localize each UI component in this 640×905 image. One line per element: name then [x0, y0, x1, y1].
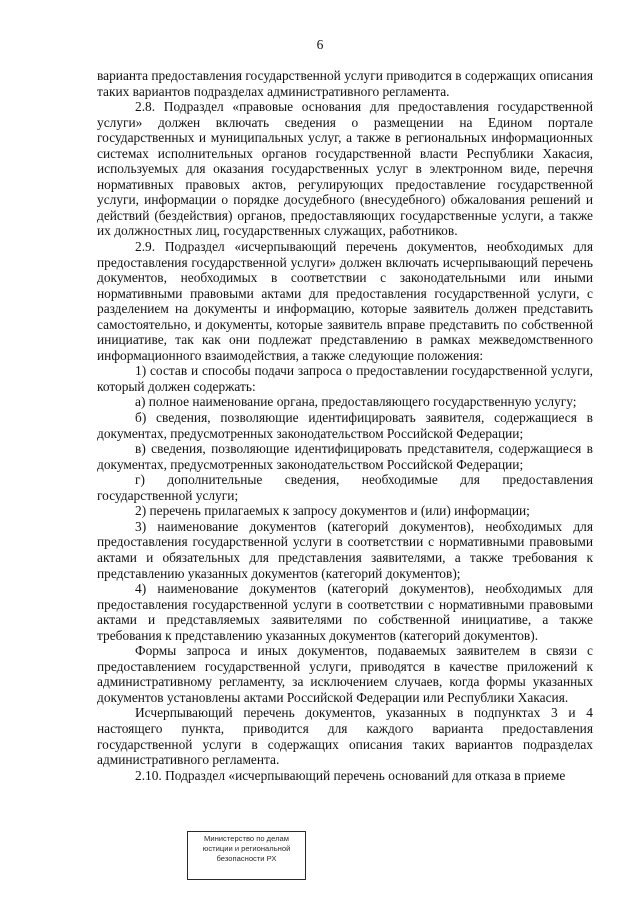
paragraph: Исчерпывающий перечень документов, указанных в подпунктах 3 и 4 настоящего пункта, приводится для каждого варианта предоставления государственной услуги в содержащих описания таких вариантов подразделах административного регламента. [97, 705, 593, 768]
paragraph: 2.8. Подраздел «правовые основания для предоставления государственной услуги» должен включать сведения о размещении на Едином портале государственных и муниципальных услуг, а также в региональных информационных системах исполнительных органов государственной власти Республики Хакасия, используемых для оказания государственных услуг в электронном виде, перечня нормативных правовых актов, регулирующих предоставление государственной услуги, информации о порядке досудебного (внесудебного) обжалования решений и действий (бездействия) органов, предоставляющих государственные услуги, а также их должностных лиц, государственных служащих, работников. [97, 99, 593, 239]
paragraph: б) сведения, позволяющие идентифицировать заявителя, содержащиеся в документах, предусмотренных законодательством Российской Федерации; [97, 410, 593, 441]
page-number: 6 [316, 37, 324, 52]
paragraph: варианта предоставления государственной услуги приводится в содержащих описания таких вариантов подразделах административного регламента. [97, 68, 593, 99]
paragraph: 3) наименование документов (категорий документов), необходимых для предоставления государственной услуги в соответствии с нормативными правовыми актами и обязательных для представления заявителями, а также требования к представлению указанных документов (категорий документов); [97, 518, 593, 581]
stamp-line: безопасности РХ [216, 854, 277, 863]
paragraph: а) полное наименование органа, предоставляющего государственную услугу; [135, 394, 577, 410]
stamp-line: юстиции и региональной [202, 844, 291, 853]
paragraph: 2.10. Подраздел «исчерпывающий перечень оснований для отказа в приеме [135, 767, 566, 783]
paragraph: Формы запроса и иных документов, подаваемых заявителем в связи с предоставлением государственной услуги, приводятся в качестве приложений к административному регламенту, за исключением случаев, когда формы указанных документов установлены актами Российской Федерации или Республики Хакасия. [97, 643, 593, 705]
paragraph: в) сведения, позволяющие идентифицировать представителя, содержащиеся в документах, предусмотренных законодательством Российской Федерации; [97, 441, 593, 472]
document-body [97, 68, 593, 783]
paragraph: 4) наименование документов (категорий документов), необходимых для предоставления государственной услуги в соответствии с нормативными правовыми актами и представляемых заявителями по собственной инициативе, а также требования к представлению указанных документов (категорий документов). [97, 581, 593, 643]
paragraph: 1) состав и способы подачи запроса о предоставлении государственной услуги, который должен содержать: [97, 363, 593, 394]
paragraph: г) дополнительные сведения, необходимые для предоставления государственной услуги; [97, 472, 593, 503]
paragraph: 2) перечень прилагаемых к запросу документов и (или) информации; [135, 503, 530, 519]
stamp-line: Министерство по делам [204, 834, 289, 843]
ministry-stamp [187, 831, 306, 880]
paragraph: 2.9. Подраздел «исчерпывающий перечень документов, необходимых для предоставления государственной услуги» должен включать исчерпывающий перечень документов, необходимых в соответствии с законодательными или иными нормативными правовыми актами для предоставления государственной услуги, с разделением на документы и информацию, которые заявитель должен представить самостоятельно, и документы, которые заявитель вправе представить по собственной инициативе, так как они подлежат представлению в рамках межведомственного информационного взаимодействия, а также следующие положения: [97, 239, 593, 363]
